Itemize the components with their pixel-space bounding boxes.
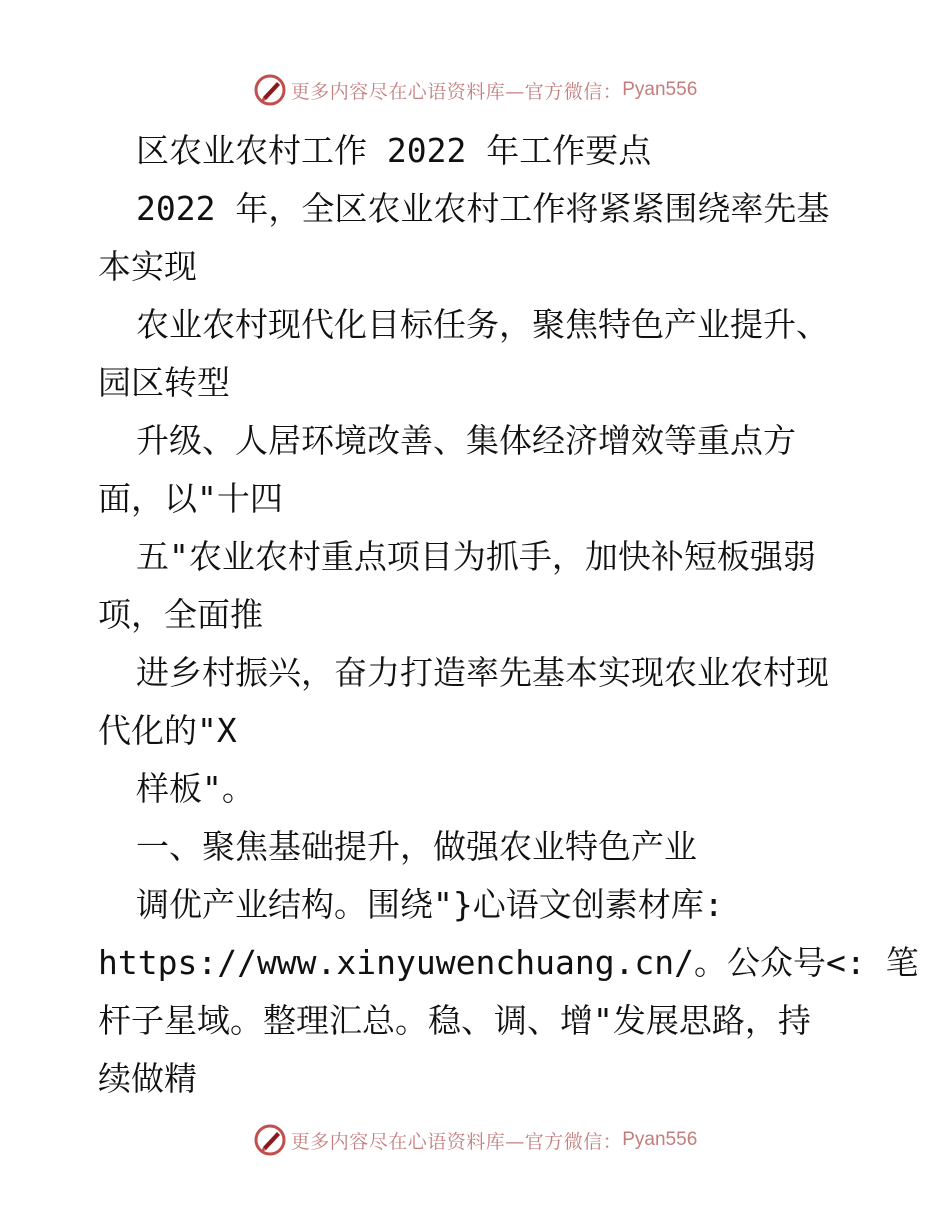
banner-text: 更多内容尽在心语资料库—官方微信： [290,80,623,103]
section-heading: 一、聚焦基础提升，做强农业特色产业 [136,827,697,866]
paragraph-line: 本实现 [98,247,197,286]
pen-logo-icon [253,1123,287,1157]
paragraph-line: 杆子星域。整理汇总。稳、调、增"发展思路，持 [98,1001,811,1040]
paragraph-line: 园区转型 [98,363,230,402]
paragraph-line: 进乡村振兴，奋力打造率先基本实现农业农村现 [136,653,829,692]
paragraph-line: 2022 年，全区农业农村工作将紧紧围绕率先基 [136,189,830,228]
paragraph-line: 样板"。 [136,769,255,808]
banner-text: 更多内容尽在心语资料库—官方微信： [290,1130,623,1153]
document-title: 区农业农村工作 2022 年工作要点 [136,131,652,170]
paragraph-line: 续做精 [98,1059,197,1098]
header-watermark-banner [0,70,950,110]
paragraph-line: 升级、人居环境改善、集体经济增效等重点方 [136,421,796,460]
paragraph-line: https://www.xinyuwenchuang.cn/。公众号<: 笔 [98,943,919,982]
paragraph-line: 面，以"十四 [98,479,283,518]
document-body [98,122,919,1108]
paragraph-line: 项，全面推 [98,595,263,634]
banner-wechat-id: Pyan556 [622,1129,698,1150]
paragraph-line: 五"农业农村重点项目为抓手，加快补短板强弱 [136,537,816,576]
paragraph-line: 调优产业结构。围绕"}心语文创素材库: [136,885,724,924]
banner-wechat-id: Pyan556 [622,79,698,100]
pen-logo-icon [253,73,287,107]
paragraph-line: 农业农村现代化目标任务，聚焦特色产业提升、 [136,305,829,344]
footer-watermark-banner [0,1120,950,1160]
paragraph-line: 代化的"X [98,711,237,750]
